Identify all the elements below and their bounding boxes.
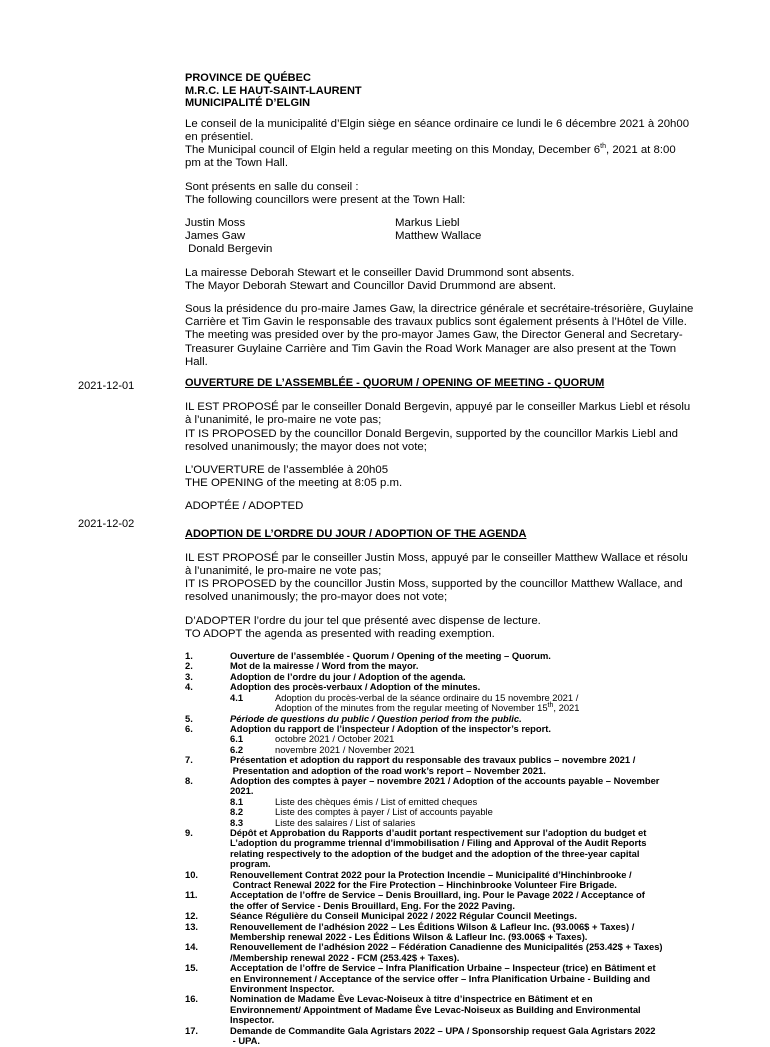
text-line: Hall. bbox=[185, 355, 208, 368]
agenda-item: 6. Adoption du rapport de l’inspecteur / Adoption of the inspector’s report. bbox=[185, 722, 552, 734]
document-header bbox=[185, 72, 687, 110]
agenda-item: 3. Adoption de l’ordre du jour / Adoption of the agenda. bbox=[185, 670, 466, 682]
agenda-subitem: 6.2 novembre 2021 / November 2021 bbox=[230, 743, 415, 755]
text-line: L’OUVERTURE de l’assemblée à 20h05 bbox=[185, 464, 389, 477]
agenda-item: 16. Nomination de Madame Ève Levac-Noiseux à titre d’inspectrice en Bâtiment et en Environnement/ Appointment of Madame Ève Levac-Noiseux as Building and Environmental Inspector. bbox=[185, 993, 641, 1026]
text-line: Sous la présidence du pro-maire James Gaw, la directrice générale et secrétaire-trésorière, Guylaine bbox=[185, 303, 694, 316]
absent-paragraph bbox=[185, 267, 687, 293]
resolution-number-2021-12-01: 2021-12-01 bbox=[78, 380, 135, 392]
adopted-label: ADOPTÉE / ADOPTED bbox=[185, 500, 304, 513]
intro-en-line: The Municipal council of Elgin held a regular meeting on this Monday, December 6th, 2021 at 8:00 bbox=[185, 143, 676, 157]
agenda-subitem: 8.3 Liste des salaires / List of salaries bbox=[230, 816, 416, 828]
present-paragraph bbox=[185, 181, 687, 207]
councillor-name: Justin Moss bbox=[185, 217, 246, 229]
agenda-item: 5. Période de questions du public / Question period from the public. bbox=[185, 712, 522, 724]
agenda-item: 13. Renouvellement de l’adhésion 2022 – Les Éditions Wilson & Lafleur Inc. (93.006$ + Taxes) / Membership renewal 2022 - Les Éditions Wilson & Lafleur Inc. (93.006$ + Taxes). bbox=[185, 920, 635, 943]
header-municipality: MUNICIPALITÉ D’ELGIN bbox=[185, 97, 311, 110]
opening-time bbox=[185, 464, 687, 490]
text-line: IL EST PROPOSÉ par le conseiller Donald Bergevin, appuyé par le conseiller Markus Liebl et résolu bbox=[185, 401, 691, 414]
agenda-item: 1. Ouverture de l’assemblée - Quorum / Opening of the meeting – Quorum. bbox=[185, 650, 551, 662]
text-line: à l’unanimité, le pro-maire ne vote pas; bbox=[185, 565, 382, 578]
agenda-list bbox=[185, 651, 687, 1046]
absent-en: The Mayor Deborah Stewart and Councillor David Drummond are absent. bbox=[185, 279, 557, 292]
agenda-subitem: 8.1 Liste des chèques émis / List of emitted cheques bbox=[230, 795, 478, 807]
agenda-item: 2. Mot de la mairesse / Word from the mayor. bbox=[185, 660, 419, 672]
intro-fr-line: Le conseil de la municipalité d’Elgin siège en séance ordinaire ce lundi le 6 décembre 2021 à 20h00 bbox=[185, 117, 690, 130]
text-line: resolved unanimously; the pro-mayor does not vote; bbox=[185, 591, 448, 604]
agenda-item: 7. Présentation et adoption du rapport du responsable des travaux publics – novembre 2021 / Presentation and adoption of the road work’s report – November 2021. bbox=[185, 754, 636, 776]
agenda-item: 9. Dépôt et Approbation du Rapports d’audit portant respectivement sur l’adoption du budget et L’adoption du programme triennal d’immobilisation / Filing and Approval of the Audit Reports relating respectively to the adoption of the budget and the adoption of the three-year capital program. bbox=[185, 826, 647, 870]
agenda-subitem: 8.2 Liste des comptes à payer / List of accounts payable bbox=[230, 806, 493, 818]
text-line: IT IS PROPOSED by the councillor Justin Moss, supported by the councillor Matthew Wallace, and bbox=[185, 578, 683, 591]
present-fr: Sont présents en salle du conseil : bbox=[185, 180, 359, 193]
intro-paragraph bbox=[185, 117, 690, 171]
text-line: Treasurer Guylaine Carrière and Tim Gavin the Road Work Manager are also present at the Town bbox=[185, 342, 677, 355]
agenda-item: 10. Renouvellement Contrat 2022 pour la Protection Incendie – Municipalité d’Hinchinbrooke / Contract Renewal 2022 for the Fire Protection – Hinchinbrooke Volunteer Fire Brigade. bbox=[185, 868, 632, 891]
agenda-proposal bbox=[185, 552, 687, 605]
text-line: THE OPENING of the meeting at 8:05 p.m. bbox=[185, 477, 403, 490]
section-title-opening: OUVERTURE DE L’ASSEMBLÉE - QUORUM / OPENING OF MEETING - QUORUM bbox=[185, 377, 605, 390]
resolution-number-2021-12-02: 2021-12-02 bbox=[78, 518, 135, 530]
text-line: Carrière et Tim Gavin le responsable des travaux publics sont également présents à l’Hôtel de Ville. bbox=[185, 316, 687, 329]
present-en: The following councillors were present at the Town Hall: bbox=[185, 193, 466, 206]
agenda-item: 12. Séance Régulière du Conseil Municipal 2022 / 2022 Régular Council Meetings. bbox=[185, 910, 577, 922]
agenda-item: 14. Renouvellement de l’adhésion 2022 – Fédération Canadienne des Municipalités (253.42$ + Taxes) /Membership renewal 2022 - FCM (253.42$ + Taxes). bbox=[185, 941, 663, 963]
text-line: IT IS PROPOSED by the councillor Donald Bergevin, supported by the councillor Markis Liebl and bbox=[185, 427, 678, 440]
councillor-name: Markus Liebl bbox=[395, 217, 460, 229]
agenda-subitem: 6.1 octobre 2021 / October 2021 bbox=[230, 733, 395, 745]
councillor-name bbox=[395, 243, 595, 256]
text-line: The meeting was presided over by the pro-mayor James Gaw, the Director General and Secretary- bbox=[185, 329, 683, 342]
agenda-item: 11. Acceptation de l’offre de Service – Denis Brouillard, ing. Pour le Pavage 2022 / Acceptance of the offer of Service - Denis Brouillard, Eng. For the 2022 Paving. bbox=[185, 889, 645, 911]
councillor-name: Matthew Wallace bbox=[395, 230, 482, 243]
header-province: PROVINCE DE QUÉBEC bbox=[185, 72, 311, 84]
text-line: IL EST PROPOSÉ par le conseiller Justin Moss, appuyé par le conseiller Matthew Wallace et résolu bbox=[185, 551, 688, 564]
agenda-item: 17. Demande de Commandite Gala Agristars 2022 – UPA / Sponsorship request Gala Agristars 2022 - UPA. bbox=[185, 1024, 656, 1047]
councillors-list bbox=[185, 217, 687, 257]
header-mrc: M.R.C. LE HAUT-SAINT-LAURENT bbox=[185, 84, 362, 97]
agenda-adoption bbox=[185, 615, 687, 641]
agenda-item: 15. Acceptation de l’offre de Service – Infra Planification Urbaine – Inspecteur (trice) en Bâtiment et en Environnement / Acceptance of the service offer – Infra Planification Urbaine - Building and Environment Inspector. bbox=[185, 962, 656, 995]
section-title-agenda: ADOPTION DE L’ORDRE DU JOUR / ADOPTION OF THE AGENDA bbox=[185, 527, 527, 540]
presidence-paragraph bbox=[185, 303, 694, 369]
agenda-subitem: 4.1 Adoption du procès-verbal de la séance ordinaire du 15 novembre 2021 / Adoption of the minutes from the regular meeting of November 15th, 2021 bbox=[230, 691, 580, 714]
intro-fr-line: en présentiel. bbox=[185, 130, 254, 143]
agenda-item: 8. Adoption des comptes à payer – novembre 2021 / Adoption of the accounts payable – November 2021. bbox=[185, 774, 660, 797]
text-line: D’ADOPTER l’ordre du jour tel que présenté avec dispense de lecture. bbox=[185, 614, 541, 627]
councillor-name: James Gaw bbox=[185, 230, 246, 243]
intro-en-line: pm at the Town Hall. bbox=[185, 157, 288, 170]
agenda-item: 4. Adoption des procès-verbaux / Adoption of the minutes. bbox=[185, 681, 481, 693]
text-line: à l’unanimité, le pro-maire ne vote pas; bbox=[185, 414, 382, 427]
text-line: TO ADOPT the agenda as presented with reading exemption. bbox=[185, 627, 495, 640]
text-line: resolved unanimously; the mayor does not vote; bbox=[185, 440, 427, 453]
opening-proposal bbox=[185, 401, 691, 454]
absent-fr: La mairesse Deborah Stewart et le conseiller David Drummond sont absents. bbox=[185, 266, 575, 279]
councillor-name: Donald Bergevin bbox=[185, 243, 273, 256]
minutes-body bbox=[185, 72, 694, 1047]
